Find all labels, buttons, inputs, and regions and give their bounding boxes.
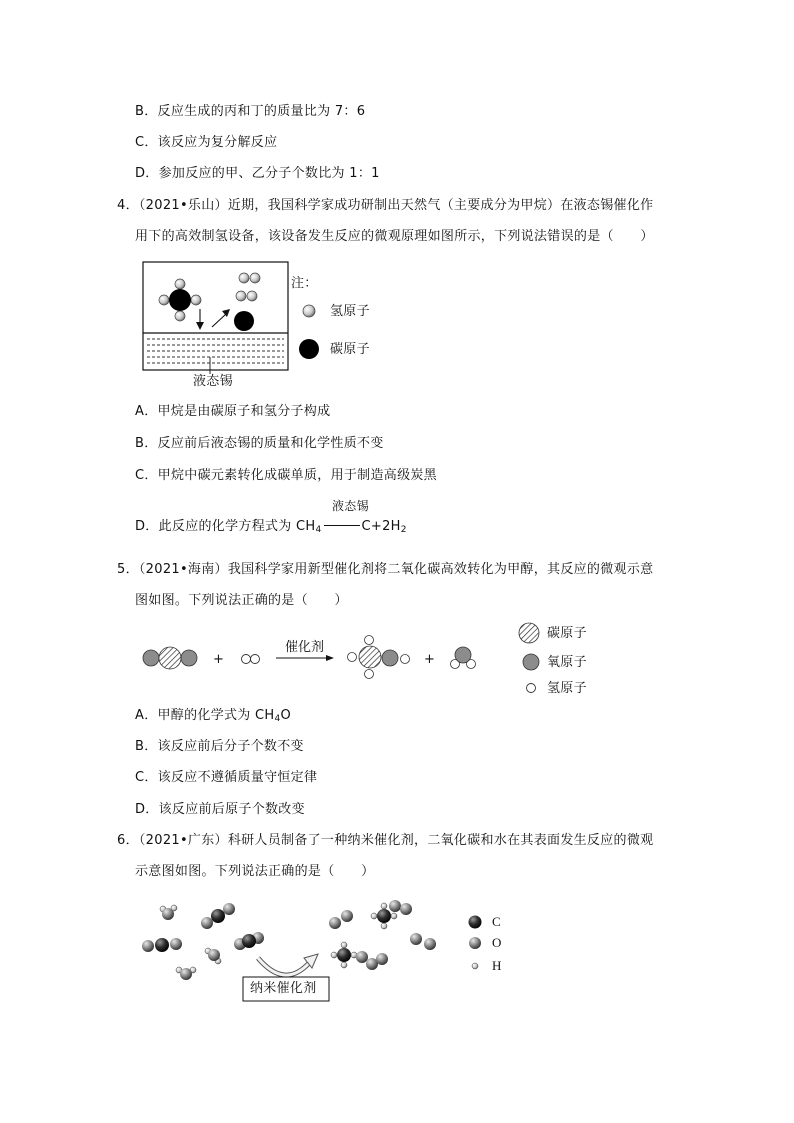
q6-catalyst-label: 纳米催化剂 [250, 981, 317, 996]
q5-option-c: C．该反应不遵循质量守恒定律 [135, 770, 318, 785]
q3-option-d: D．参加反应的甲、乙分子个数比为 1：1 [135, 166, 380, 181]
q3-option-b: B．反应生成的丙和丁的质量比为 7：6 [135, 104, 366, 119]
q5-option-a-sub: 4 [274, 714, 281, 724]
q4-option-b: B．反应前后液态锡的质量和化学性质不变 [135, 436, 384, 451]
q5-stem-line1: 5．（2021•海南）我国科学家用新型催化剂将二氧化碳高效转化为甲醇，其反应的微观示意 [117, 562, 654, 577]
q5-plus-2: + [424, 652, 435, 667]
q4-option-c: C．甲烷中碳元素转化成碳单质，用于制造高级炭黑 [135, 468, 437, 483]
q5-option-d: D．该反应前后原子个数改变 [135, 802, 305, 817]
q6-product-molecules [329, 900, 436, 970]
q6-legend-h: H [492, 958, 502, 973]
q5-legend-carbon: 碳原子 [547, 626, 587, 641]
legend-c-icon [469, 916, 482, 929]
q6-stem-line2: 示意图如图。下列说法正确的是（ ） [135, 864, 375, 879]
q5-legend-hydrogen: 氢原子 [547, 681, 587, 696]
q6-reactant-molecules [142, 903, 264, 980]
q4-option-d-rhs-sub: 2 [400, 525, 407, 535]
q4-legend-hydrogen: 氢原子 [330, 304, 370, 319]
q6-stem-line1: 6．（2021•广东）科研人员制备了一种纳米催化剂，二氧化碳和水在其表面发生反应的微观 [117, 833, 654, 848]
q4-tin-label: 液态锡 [193, 374, 233, 389]
q4-stem-line1: 4．（2021•乐山）近期，我国科学家成功研制出天然气（主要成分为甲烷）在液态锡催化作 [117, 198, 654, 213]
q3-option-c: C．该反应为复分解反应 [135, 135, 278, 150]
q6-legend-c: C [492, 914, 501, 929]
q6-curved-arrow [258, 954, 318, 975]
q4-option-d-rhs: C+2H [361, 519, 401, 534]
q4-option-d-prefix: D．此反应的化学方程式为 CH [135, 519, 316, 534]
q6-legend-o: O [492, 935, 502, 950]
legend-h-icon [472, 963, 478, 969]
q4-legend-note: 注： [291, 276, 318, 291]
q5-legend-oxygen: 氧原子 [547, 655, 587, 670]
q4-option-d-sub: 4 [315, 525, 322, 535]
q4-equation-condition: 液态锡 [332, 499, 369, 513]
q4-legend-carbon: 碳原子 [330, 342, 370, 357]
q4-option-a: A．甲烷是由碳原子和氢分子构成 [135, 404, 331, 419]
q4-stem-line2: 用下的高效制氢设备，该设备发生反应的微观原理如图所示，下列说法错误的是（ ） [135, 229, 654, 244]
q5-option-a-prefix: A．甲醇的化学式为 CH [135, 708, 275, 723]
q5-plus-1: + [213, 652, 224, 667]
q5-option-b: B．该反应前后分子个数不变 [135, 739, 304, 754]
q5-catalyst: 催化剂 [285, 640, 325, 655]
legend-o-icon [469, 937, 481, 949]
q5-stem-line2: 图如图。下列说法正确的是（ ） [135, 593, 348, 608]
q5-option-a-suffix: O [280, 708, 292, 723]
